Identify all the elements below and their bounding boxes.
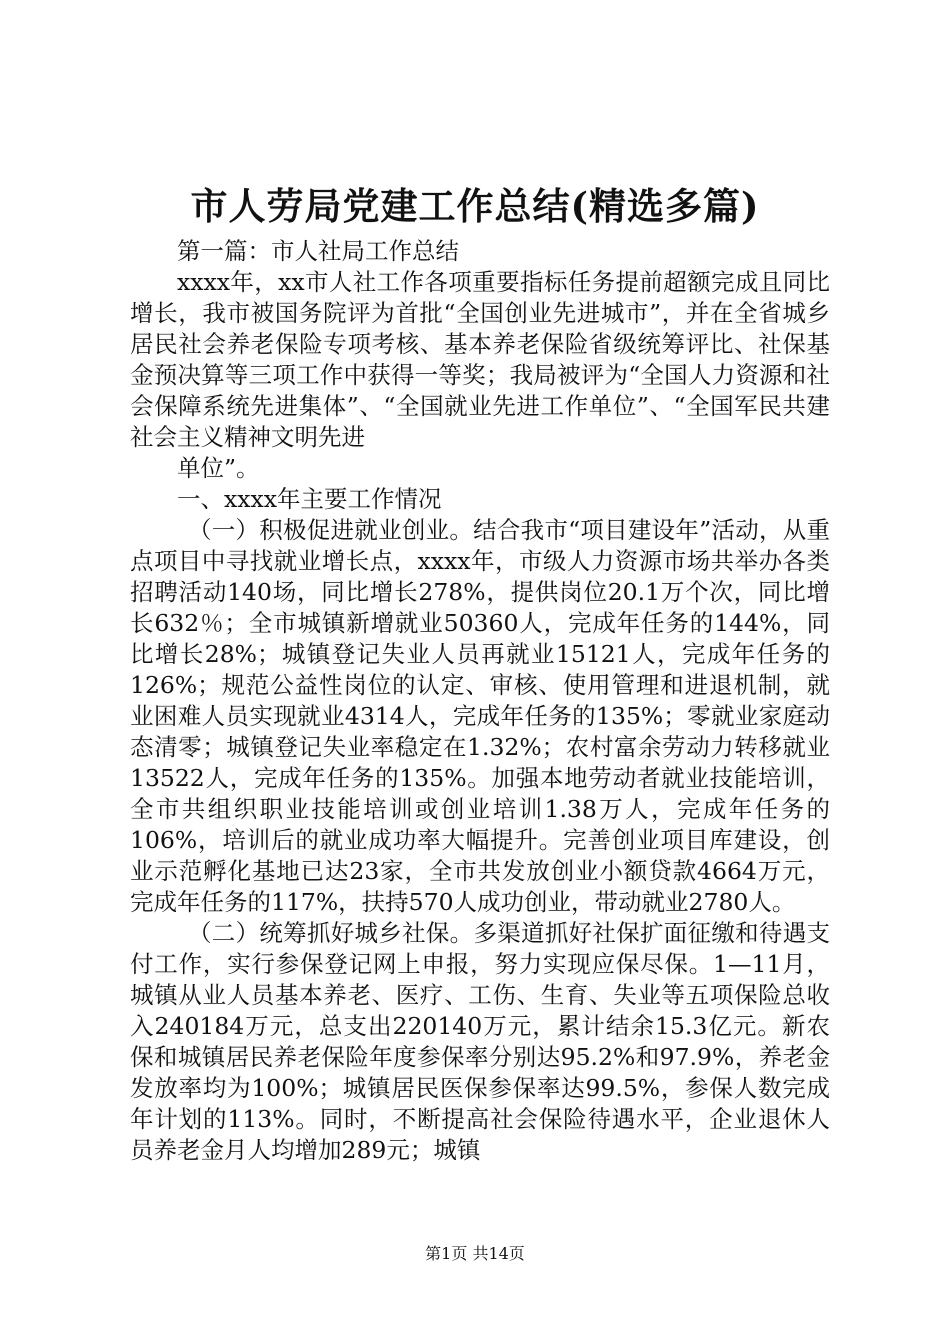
section-heading: 第一篇：市人社局工作总结 <box>177 237 459 265</box>
document-title: 市人劳局党建工作总结(精选多篇) <box>190 184 760 228</box>
document-body <box>130 236 830 1166</box>
intro-paragraph: xxxx年，xx市人社工作各项重要指标任务提前超额完成且同比增长，我市被国务院评为首批“全国创业先进城市”，并在全省城乡居民社会养老保险专项考核、基本养老保险省级统筹评比、社保基金预决算等三项工作中获得一等奖；我局被评为“全国人力资源和社会保障系统先进集体”、“全国就业先进工作单位”、“全国军民共建社会主义精神文明先进 <box>130 268 830 451</box>
subsection-heading: 一、xxxx年主要工作情况 <box>177 485 442 513</box>
page-number: 第1页 共14页 <box>425 1244 525 1263</box>
intro-paragraph-continuation: 单位”。 <box>177 454 260 482</box>
employment-paragraph: （一）积极促进就业创业。结合我市“项目建设年”活动，从重点项目中寻找就业增长点，xxxx年，市级人力资源市场共举办各类招聘活动140场，同比增长278%，提供岗位20.1万个次，同比增长632％；全市城镇新增就业50360人，完成年任务的144%，同比增长28%；城镇登记失业人员再就业15121人，完成年任务的126%；规范公益性岗位的认定、审核、使用管理和进退机制，就业困难人员实现就业4314人，完成年任务的135%；零就业家庭动态清零；城镇登记失业率稳定在1.32%；农村富余劳动力转移就业13522人，完成年任务的135%。加强本地劳动者就业技能培训，全市共组织职业技能培训或创业培训1.38万人，完成年任务的106%，培训后的就业成功率大幅提升。完善创业项目库建设，创业示范孵化基地已达23家，全市共发放创业小额贷款4664万元，完成年任务的117%，扶持570人成功创业，带动就业2780人。 <box>130 516 830 916</box>
social-insurance-paragraph: （二）统筹抓好城乡社保。多渠道抓好社保扩面征缴和待遇支付工作，实行参保登记网上申报，努力实现应保尽保。1—11月，城镇从业人员基本养老、医疗、工伤、生育、失业等五项保险总收入240184万元，总支出220140万元，累计结余15.3亿元。新农保和城镇居民养老保险年度参保率分别达95.2%和97.9%，养老金发放率均为100%；城镇居民医保参保率达99.5%，参保人数完成年计划的113%。同时，不断提高社会保险待遇水平，企业退休人员养老金月人均增加289元；城镇 <box>130 919 830 1164</box>
